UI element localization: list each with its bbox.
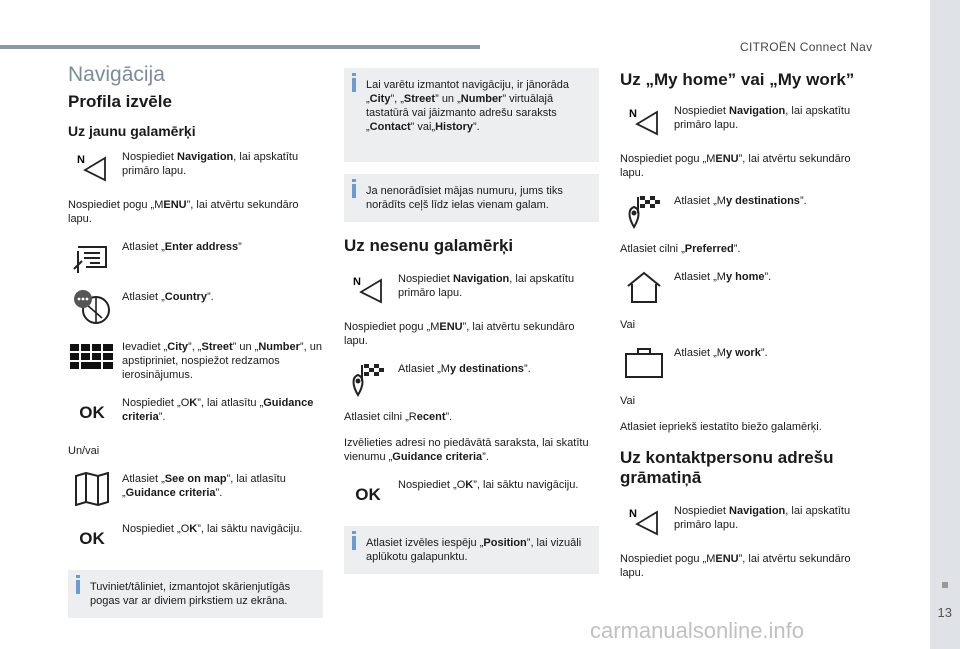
step-navigation: N Nospiediet Navigation, lai apskatītu primāro lapu. [344,270,599,308]
country-globe-icon [68,288,116,326]
step-navigation: N Nospiediet Navigation, lai apskatītu primāro lapu. [620,102,875,140]
or-text-1: Vai [620,319,636,331]
step-keyboard: Ievadiet „City”, „Street” un „Number”, un apstipriniet, nospiežot redzamos ierosinājumus. [68,338,323,382]
page-number: 13 [937,605,952,620]
watermark: carmanualsonline.info [590,618,805,643]
navigation-icon [344,270,392,308]
end-mark [942,582,948,588]
ok-button-icon: OK [79,529,105,548]
column-3 [620,60,875,592]
navigation-icon [68,148,116,186]
svg-text:N: N [77,154,85,166]
para-menu: Nospiediet pogu „MENU”, lai atvērtu sekundāro lapu. [68,199,299,225]
or-text-2: Vai [620,395,636,407]
svg-text:N: N [353,276,361,288]
step-navigation: N Nospiediet Navigation, lai apskatītu primāro lapu. [68,148,323,186]
para-preferred-tab: Atlasiet cilni „Preferred”. [620,243,741,255]
step-ok-criteria: OK Nospiediet „OK”, lai atlasītu „Guidance criteria”. [68,394,323,432]
para-menu: Nospiediet pogu „MENU”, lai atvērtu sekundāro lapu. [620,153,851,179]
or-text: Un/vai [68,445,100,457]
address-entry-icon [68,238,116,276]
step-my-destinations: Atlasiet „My destinations”. [620,192,875,230]
step-my-work: Atlasiet „My work”. [620,344,875,382]
side-strip [930,0,960,649]
step-ok-start: OK Nospiediet „OK”, lai sāktu navigāciju. [344,476,599,514]
step-see-on-map: Atlasiet „See on map”, lai atlasītu „Guidance criteria”. [68,470,323,508]
heading-new-destination: Uz jaunu galamērķi [68,123,196,139]
ok-button-icon: OK [355,485,381,504]
info-box-address: Lai varētu izmantot navigāciju, ir jānorāda „City”, „Street” un „Number” virtuālajā tastatūrā vai jāizmanto adrešu saraksts „Contact” vai„History”. [344,68,599,162]
info-box-house-number: Ja nenorādīsiet mājas numuru, jums tiks norādīts ceļš līdz ielas vienam galam. [344,174,599,222]
para-menu: Nospiediet pogu „MENU”, lai atvērtu sekundāro lapu. [344,321,575,347]
step-enter-address: Atlasiet „Enter address” [68,238,323,276]
info-icon [352,78,356,92]
destination-flag-icon [344,360,392,398]
ok-button-icon: OK [79,403,105,422]
top-rule [0,45,480,49]
map-icon [68,470,116,508]
destination-flag-icon [620,192,668,230]
info-icon [352,184,356,198]
heading-profile: Profila izvēle [68,92,172,111]
para-frequent: Atlasiet iepriekš iestatīto biežo galamērķi. [620,421,822,433]
navigation-icon [620,502,668,540]
work-briefcase-icon [620,344,668,382]
svg-text:N: N [629,108,637,120]
section-title: Navigācija [68,63,165,86]
step-ok-start: OK Nospiediet „OK”, lai sāktu navigāciju. [68,520,323,558]
step-country: Atlasiet „Country”. [68,288,323,326]
info-icon [352,536,356,550]
keyboard-icon [68,338,116,376]
home-icon [620,268,668,306]
heading-home-work: Uz „My home” vai „My work” [620,70,855,89]
para-recent-tab: Atlasiet cilni „Recent”. [344,411,453,423]
column-1 [68,60,323,630]
column-2 [344,68,599,586]
step-my-destinations: Atlasiet „My destinations”. [344,360,599,398]
svg-text:N: N [629,508,637,520]
brand-header: CITROËN Connect Nav [740,40,873,54]
step-navigation: N Nospiediet Navigation, lai apskatītu primāro lapu. [620,502,875,540]
para-menu: Nospiediet pogu „MENU”, lai atvērtu sekundāro lapu. [620,553,851,579]
para-choose-address: Izvēlieties adresi no piedāvātā saraksta, lai skatītu vienumu „Guidance criteria”. [344,437,589,463]
heading-recent: Uz nesenu galamērķi [344,236,514,255]
heading-contacts: Uz kontaktpersonu adrešu grāmatiņā [620,448,834,487]
info-icon [76,580,80,594]
info-box-zoom: Tuviniet/tāliniet, izmantojot skārienjutīgās pogas var ar diviem pirkstiem uz ekrāna. [68,570,323,618]
navigation-icon [620,102,668,140]
info-box-position: Atlasiet izvēles iespēju „Position”, lai vizuāli aplūkotu galapunktu. [344,526,599,574]
step-my-home: Atlasiet „My home”. [620,268,875,306]
